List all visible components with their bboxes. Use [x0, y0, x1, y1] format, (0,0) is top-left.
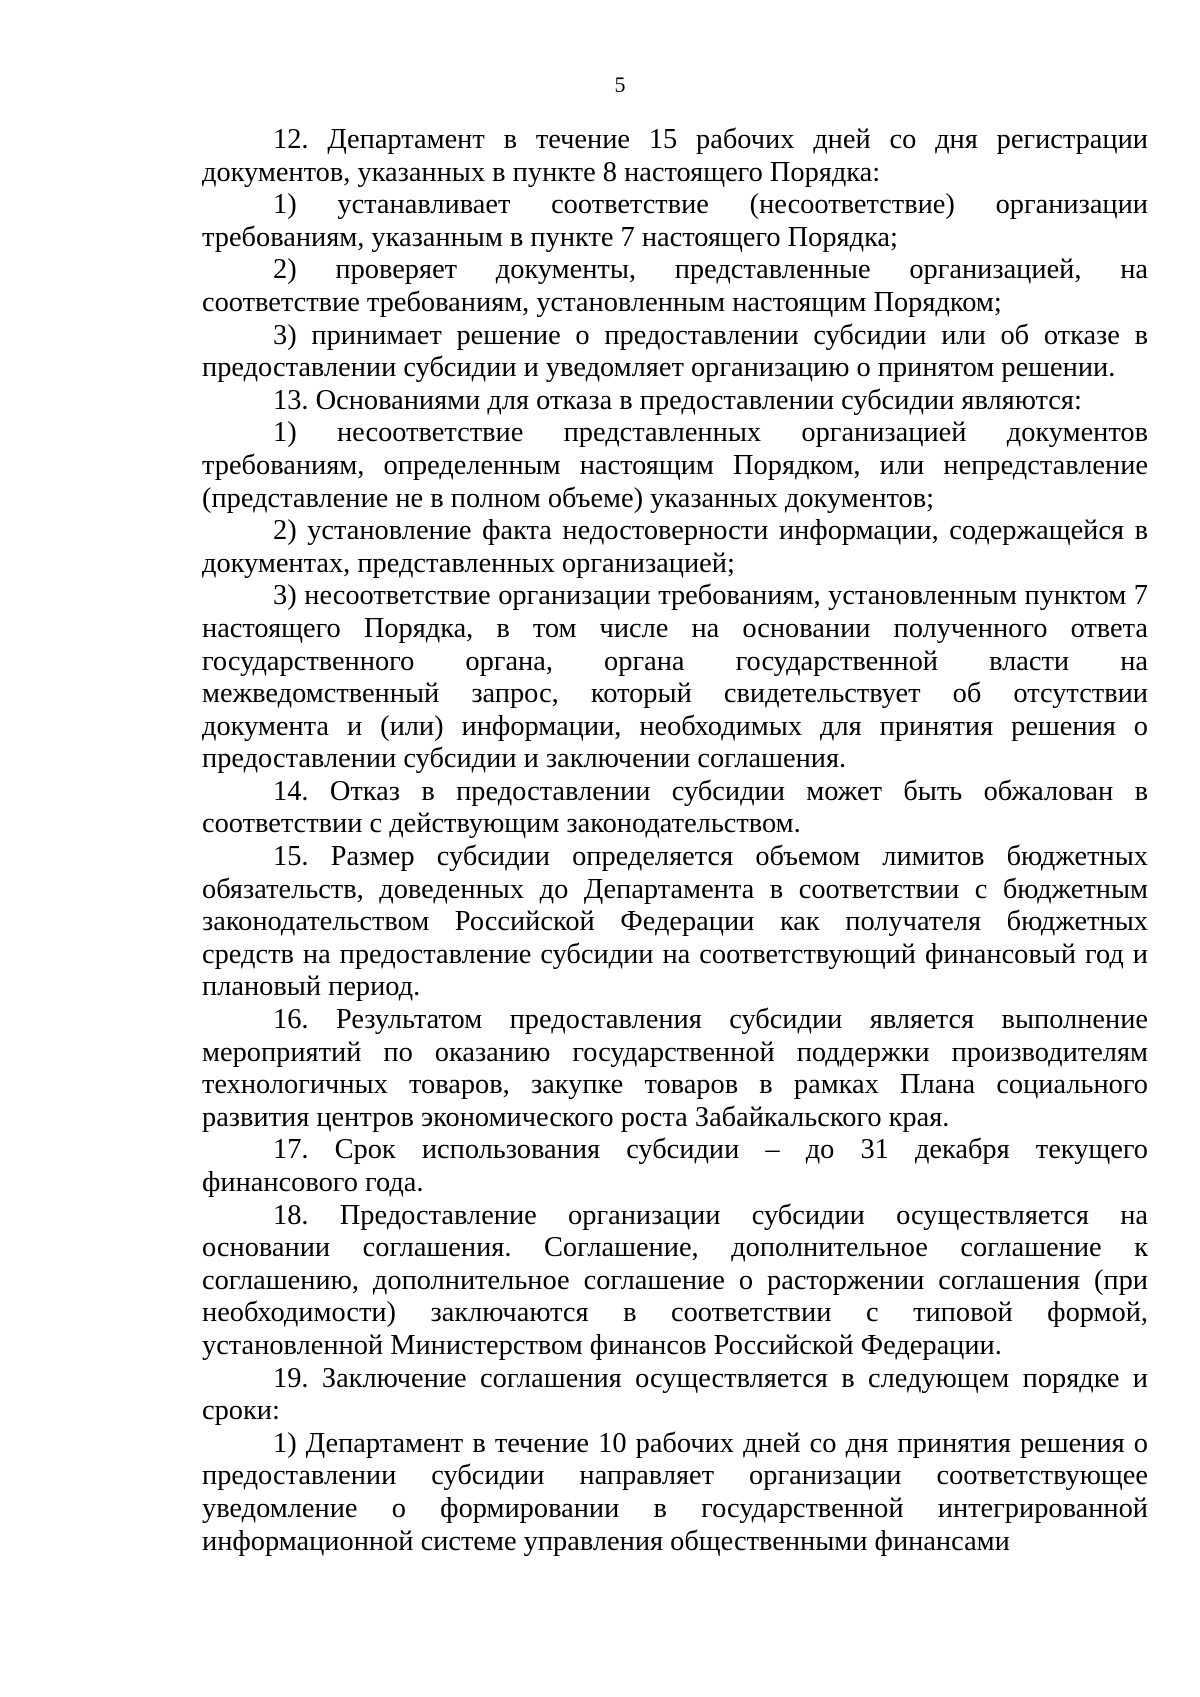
paragraph-13: 13. Основаниями для отказа в предоставлении субсидии являются:: [273, 384, 1082, 416]
paragraph-16: 16. Результатом предоставления субсидии является выполнение мероприятий по оказанию государственной поддержки производителям технологичных товаров, закупке товаров в рамках Плана социального развития центров экономического роста Забайкальского края.: [202, 1004, 1148, 1133]
paragraph-14: 14. Отказ в предоставлении субсидии может быть обжалован в соответствии с действующим законодательством.: [202, 775, 1148, 840]
paragraph-15: 15. Размер субсидии определяется объемом лимитов бюджетных обязательств, доведенных до Департамента в соответствии с бюджетным законодательством Российской Федерации как получателя бюджетных средств на предоставление субсидии на соответствующий финансовый год и плановый период.: [202, 841, 1148, 1003]
page-number: 5: [614, 72, 626, 97]
paragraph-12-item-2: 2) проверяет документы, представленные организацией, на соответствие требованиям, установленным настоящим Порядком;: [202, 254, 1148, 318]
paragraph-12-item-3: 3) принимает решение о предоставлении субсидии или об отказе в предоставлении субсидии и уведомляет организацию о принятом решении.: [202, 319, 1148, 384]
paragraph-17: 17. Срок использования субсидии – до 31 декабря текущего финансового года.: [202, 1134, 1148, 1198]
paragraph-13-item-2: 2) установление факта недостоверности информации, содержащейся в документах, представленных организацией;: [202, 515, 1148, 579]
paragraph-12-item-1: 1) устанавливает соответствие (несоответствие) организации требованиям, указанным в пункте 7 настоящего Порядка;: [202, 189, 1148, 253]
paragraph-12: 12. Департамент в течение 15 рабочих дней со дня регистрации документов, указанных в пункте 8 настоящего Порядка:: [202, 124, 1148, 188]
document-body: [202, 124, 1148, 1558]
paragraph-19-item-1: 1) Департамент в течение 10 рабочих дней со дня принятия решения о предоставлении субсидии направляет организации соответствующее уведомление о формировании в государственной интегрированной информационной системе управления общественными финансами: [202, 1427, 1148, 1557]
paragraph-13-item-1: 1) несоответствие представленных организацией документов требованиям, определенным настоящим Порядком, или непредставление (представление не в полном объеме) указанных документов;: [202, 417, 1148, 514]
paragraph-19: 19. Заключение соглашения осуществляется в следующем порядке и сроки:: [202, 1362, 1148, 1427]
paragraph-18: 18. Предоставление организации субсидии осуществляется на основании соглашения. Соглашение, дополнительное соглашение к соглашению, дополнительное соглашение о расторжении соглашения (при необходимости) заключаются в соответствии с типовой формой, установленной Министерством финансов Российской Федерации.: [202, 1199, 1148, 1361]
paragraph-13-item-3: 3) несоответствие организации требованиям, установленным пунктом 7 настоящего Порядка, в том числе на основании полученного ответа государственного органа, органа государственной власти на межведомственный запрос, который свидетельствует об отсутствии документа и (или) информации, необходимых для принятия решения о предоставлении субсидии и заключении соглашения.: [202, 580, 1148, 775]
